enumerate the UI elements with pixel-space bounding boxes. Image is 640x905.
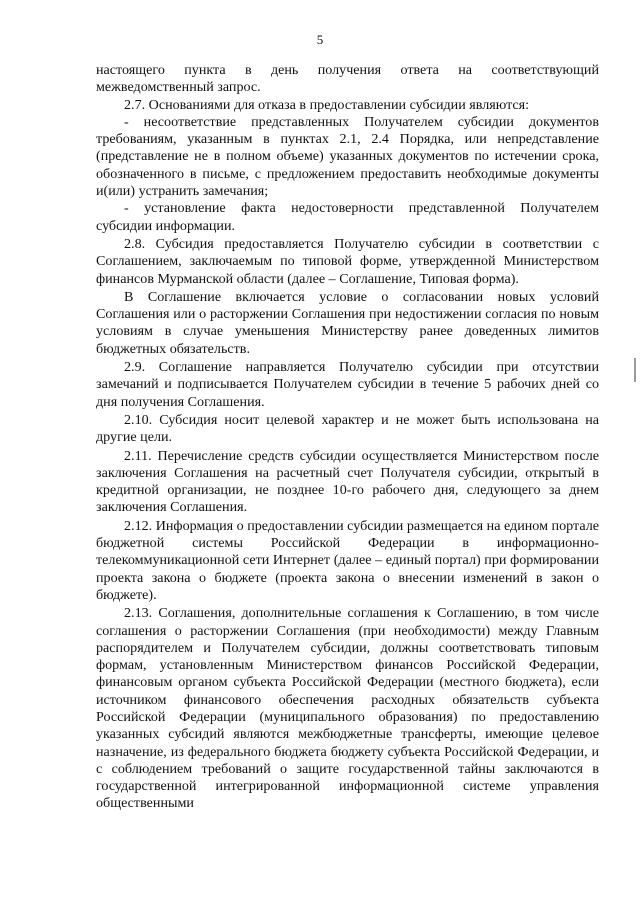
paragraph-2-10: 2.10. Субсидия носит целевой характер и не может быть использована на другие цели.: [96, 411, 599, 446]
paragraph-2-9: 2.9. Соглашение направляется Получателю субсидии при отсутствии замечаний и подписывается Получателем субсидии в течение 5 рабочих дней со дня получения Соглашения.: [96, 359, 599, 410]
paragraph-2-11: 2.11. Перечисление средств субсидии осуществляется Министерством после заключения Соглашения на расчетный счет Получателя субсидии, открытый в кредитной организации, не позднее 10-го рабочего дня, следующего за днем заключения Соглашения.: [96, 447, 599, 516]
paragraph-continuation: настоящего пункта в день получения ответа на соответствующий межведомственный запрос.: [96, 62, 599, 96]
page-number: 5: [316, 32, 324, 47]
list-item-noncompliance: - несоответствие представленных Получателем субсидии документов требованиям, указанным в пунктах 2.1, 2.4 Порядка, или непредставление (представление не в полном объеме) указанных документов по истечении срока, обозначенного в письме, с предложением предоставить необходимые документы и(или) устранить замечания;: [96, 113, 599, 200]
document-body: [96, 62, 599, 813]
paragraph-2-8: 2.8. Субсидия предоставляется Получателю субсидии в соответствии с Соглашением, заключаемым по типовой форме, утвержденной Министерством финансов Мурманской области (далее – Соглашение, Типовая форма).: [96, 235, 599, 287]
list-item-unreliable-info: - установление факта недостоверности представленной Получателем субсидии информации.: [96, 200, 599, 234]
paragraph-2-7: 2.7. Основаниями для отказа в предоставлении субсидии являются:: [124, 96, 530, 113]
scan-edge-mark: [634, 358, 636, 382]
paragraph-2-13: 2.13. Соглашения, дополнительные соглашения к Соглашению, в том числе соглашения о расторжении Соглашения (при необходимости) между Главным распорядителем и Получателем субсидии, должны соответствовать типовым формам, установленным Министерством финансов Российской Федерации, финансовым органом субъекта Российской Федерации (местного бюджета), если источником финансового обеспечения расходных обязательств субъекта Российской Федерации (муниципального образования) по предоставлению указанных субсидий являются межбюджетные трансферты, имеющие целевое назначение, из федерального бюджета бюджету субъекта Российской Федерации, и с соблюдением требований о защите государственной тайны заключаются в государственной интегрированной информационной системе управления общественными: [96, 605, 599, 812]
paragraph-2-12: 2.12. Информация о предоставлении субсидии размещается на едином портале бюджетной системы Российской Федерации в информационно-телекоммуникационной сети Интернет (далее – единый портал) при формировании проекта закона о бюджете (проекта закона о внесении изменений в закон о бюджете).: [96, 517, 599, 603]
paragraph-agreement-condition: В Соглашение включается условие о согласовании новых условий Соглашения или о расторжении Соглашения при недостижении согласия по новым условиям в случае уменьшения Министерству ранее доведенных лимитов бюджетных обязательств.: [96, 288, 599, 357]
